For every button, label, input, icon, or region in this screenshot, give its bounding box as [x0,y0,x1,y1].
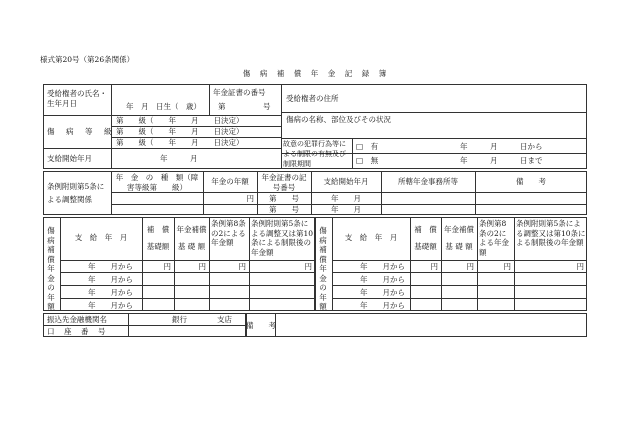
bank-name-field[interactable]: 銀行 支店 [172,315,232,324]
col-divider [209,84,210,115]
col-divider [128,313,129,337]
row-divider [43,148,281,149]
bank-name-label: 振込先金融機関名 [47,315,107,324]
col-divider [60,217,61,311]
grade-label: 傷 病 等 級 [47,127,114,136]
adj-col-office: 所轄年金事務所等 [398,177,458,186]
grade-row-3[interactable]: 第 級（ 年 月 日決定） [116,138,244,147]
annual-side-label-right: 傷病補償年金の年額 [319,226,327,311]
annual-row-period-r[interactable]: 年 月から [360,275,405,284]
annual-col-amount-bottom: 基 礎 額 [177,242,206,251]
adj-amount-yen: 円 [246,194,254,203]
row-divider [332,298,587,299]
annual-yen-r: 円 [576,262,584,271]
name-dob-label: 受給権者の氏名・生年月日 [47,89,107,108]
col-divider [111,171,112,215]
annual-col-basic-top-r: 補 償 [414,225,437,234]
annual-col-basic-bottom: 基礎額 [146,242,170,251]
annual-yen: 円 [198,262,206,271]
annual-col-period: 支 給 年 月 [74,233,128,242]
restriction-has-checkbox[interactable]: □ 有 [356,142,379,151]
annual-col-adjusted-r: 条例附則第5条による調整又は第10条による制限後の年金額 [516,219,586,247]
annual-yen: 円 [163,262,171,271]
col-divider [281,84,282,169]
grade-row-2[interactable]: 第 級（ 年 月 日決定） [116,127,244,136]
annual-col-adjusted: 条例附則第5条による調整又は第10条による制限後の年金額 [251,219,314,257]
annual-col-period-r: 支 給 年 月 [344,233,398,242]
annual-col-art8: 条例第8条の2による年金額 [211,219,246,247]
form-number: 様式第20号（第26条関係） [40,55,135,64]
annual-yen: 円 [304,262,312,271]
account-number-label: 口 座 番 号 [47,327,107,336]
col-divider [332,217,333,311]
annual-col-amount-top-r: 年金補償 [444,225,474,234]
adj-cert-row-2[interactable]: 第 号 [269,205,299,214]
annual-yen-r: 円 [503,262,511,271]
row-divider [332,272,587,273]
annual-col-basic-bottom-r: 基礎額 [414,242,437,251]
grade-row-1[interactable]: 第 級（ 年 月 日決定） [116,116,244,125]
annual-col-art8-r: 条例第8条の2による年金額 [479,219,509,257]
adjustment-label: 条例附則第5条による調整関係 [47,182,105,204]
col-divider [352,138,353,169]
annual-yen: 円 [238,262,246,271]
annual-col-amount-bottom-r: 基 礎 額 [445,242,473,251]
adj-col-start: 支給開始年月 [323,177,369,186]
annual-row-period[interactable]: 年 月から [88,275,133,284]
annual-side-label-left: 傷病補償年金の年額 [47,226,55,311]
annual-row-period[interactable]: 年 月から [88,262,133,271]
row-divider [43,325,246,326]
adj-cert-row-1[interactable]: 第 号 [269,194,299,203]
address-label: 受給権者の住所 [286,94,339,103]
annual-row-period[interactable]: 年 月から [88,301,133,310]
row-divider [332,285,587,286]
restriction-label: 故意の犯罪行為等による制限の有無及び制限期間 [283,140,346,168]
adj-col-remarks: 備 考 [516,177,546,186]
page-title: 傷 病 補 償 年 金 記 録 簿 [242,69,388,78]
row-divider [60,298,315,299]
row-divider [60,272,315,273]
adj-start-row-1[interactable]: 年 月 [331,194,361,203]
annual-row-period[interactable]: 年 月から [88,288,133,297]
row-divider [281,112,587,113]
annual-yen-r: 円 [430,262,438,271]
start-field[interactable]: 年 月 [160,154,198,163]
annual-col-amount-top: 年金補償 [176,225,207,234]
restriction-none-checkbox[interactable]: □ 無 [356,156,379,165]
cert-no-label: 年金証書の番号 [213,88,266,97]
injury-label: 傷病の名称、部位及びその状況 [286,115,391,124]
start-label: 支給開始年月 [47,154,92,163]
annual-row-period-r[interactable]: 年 月から [360,301,405,310]
annual-row-period-r[interactable]: 年 月から [360,288,405,297]
bank-remarks-box [246,313,587,337]
row-divider [332,260,587,261]
bank-remarks-label: 備 考 [246,321,276,330]
restriction-from-field[interactable]: 年 月 日から [460,142,543,151]
cert-no-field[interactable]: 第 号 [218,102,271,111]
adj-col-pension-type: 年 金 の 種 類（障害等級第 級） [115,173,199,192]
annual-row-period-r[interactable]: 年 月から [360,262,405,271]
restriction-until-field[interactable]: 年 月 日まで [460,156,543,165]
annual-yen-r: 円 [466,262,474,271]
row-divider [60,285,315,286]
dob-field[interactable]: 年 月 日生（ 歳） [126,102,201,111]
row-divider [111,192,587,193]
adj-col-annual-amount: 年金の年額 [211,177,249,186]
adj-start-row-2[interactable]: 年 月 [331,205,361,214]
annual-col-basic-top: 補 償 [146,225,170,234]
adj-col-cert-no: 年金証書の記号番号 [261,173,307,192]
row-divider [60,260,315,261]
